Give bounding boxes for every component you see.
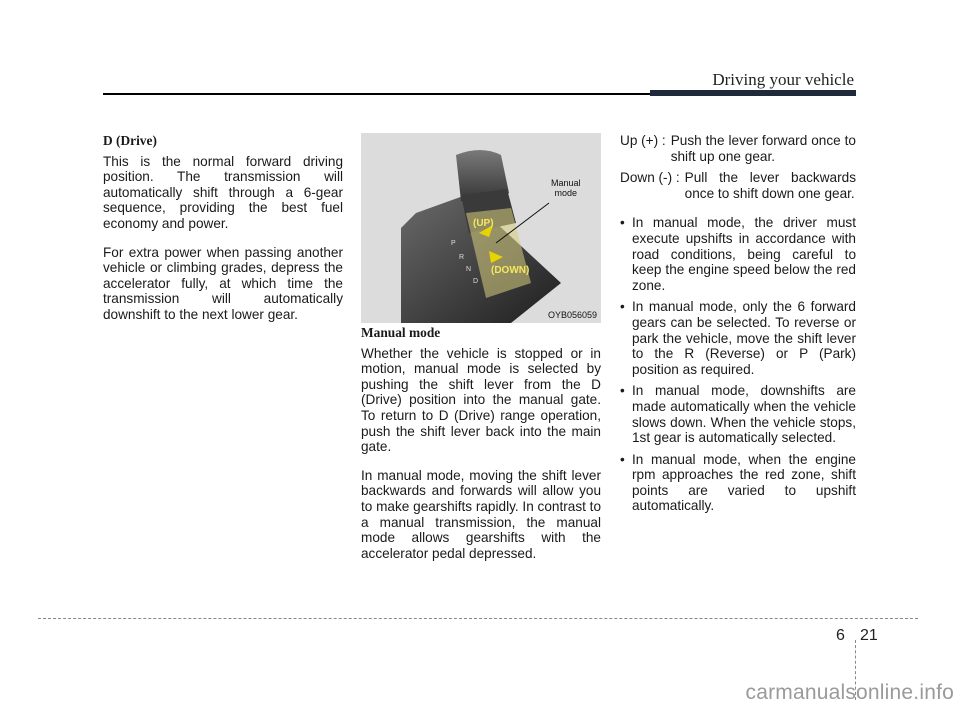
gate-letter-p: P xyxy=(451,240,456,247)
list-item: • In manual mode, when the engine rpm approaches the red zone, shift points are varied to upshift automatically. xyxy=(620,452,856,514)
gate-letter-d: D xyxy=(473,278,479,285)
footer-divider xyxy=(38,618,918,619)
definition-desc: Push the lever forward once to shift up one gear. xyxy=(670,133,856,164)
page-number: 21 xyxy=(860,627,878,644)
gate-letter-n: N xyxy=(466,266,472,273)
paragraph: For extra power when passing another vehicle or climbing grades, depress the accelerator fully, at which time the transmission will automatically downshift to the next lower gear. xyxy=(103,244,343,322)
shift-lever-figure xyxy=(361,133,601,323)
paragraph: This is the normal forward driving position. The transmission will automatically shift through a 6-gear sequence, providing the best fuel economy and power. xyxy=(103,153,343,231)
column-right xyxy=(620,133,856,520)
paragraph: Whether the vehicle is stopped or in motion, manual mode is selected by pushing the shift lever from the D (Drive) position into the manual gate. To return to D (Drive) range operation, push the shift lever back into the main gate. xyxy=(361,345,601,455)
definition-up xyxy=(620,133,856,164)
column-left xyxy=(103,133,343,336)
definition-term: Up (+) : xyxy=(620,133,666,148)
figure-code: OYB056059 xyxy=(547,310,597,320)
list-item: • In manual mode, downshifts are made automatically when the vehicle slows down. When the vehicle stops, 1st gear is automatically selected. xyxy=(620,383,856,445)
down-label: (DOWN) xyxy=(491,265,530,276)
paragraph: In manual mode, moving the shift lever backwards and forwards will allow you to make gearshifts rapidly. In contrast to a manual transmission, the manual mode allows gearshifts with the accelerator pedal depressed. xyxy=(361,467,602,561)
list-item: • In manual mode, only the 6 forward gears can be selected. To reverse or park the vehicle, move the shift lever to the R (Reverse) or P (Park) position as required. xyxy=(620,299,856,377)
chapter-number: 6 xyxy=(836,627,845,644)
definition-term: Down (-) : xyxy=(620,170,680,186)
header-rule-accent xyxy=(650,90,856,96)
bullet-list xyxy=(620,215,856,514)
definition-down xyxy=(620,170,856,201)
shift-lever-illustration xyxy=(361,133,601,323)
up-label: (UP) xyxy=(473,218,494,229)
header-title: Driving your vehicle xyxy=(712,70,854,89)
watermark: carmanualsonline.info xyxy=(745,681,954,704)
column-middle xyxy=(361,325,601,574)
section-heading-drive: D (Drive) xyxy=(103,133,157,148)
definition-desc: Pull the lever backwards once to shift down one gear. xyxy=(684,170,856,201)
manual-mode-label: Manual mode xyxy=(551,178,581,198)
list-item: • In manual mode, the driver must execute upshifts in accordance with road conditions, being careful to keep the engine speed below the red zone. xyxy=(620,215,856,293)
section-heading-manual-mode: Manual mode xyxy=(361,325,441,340)
gate-letter-r: R xyxy=(459,254,465,261)
